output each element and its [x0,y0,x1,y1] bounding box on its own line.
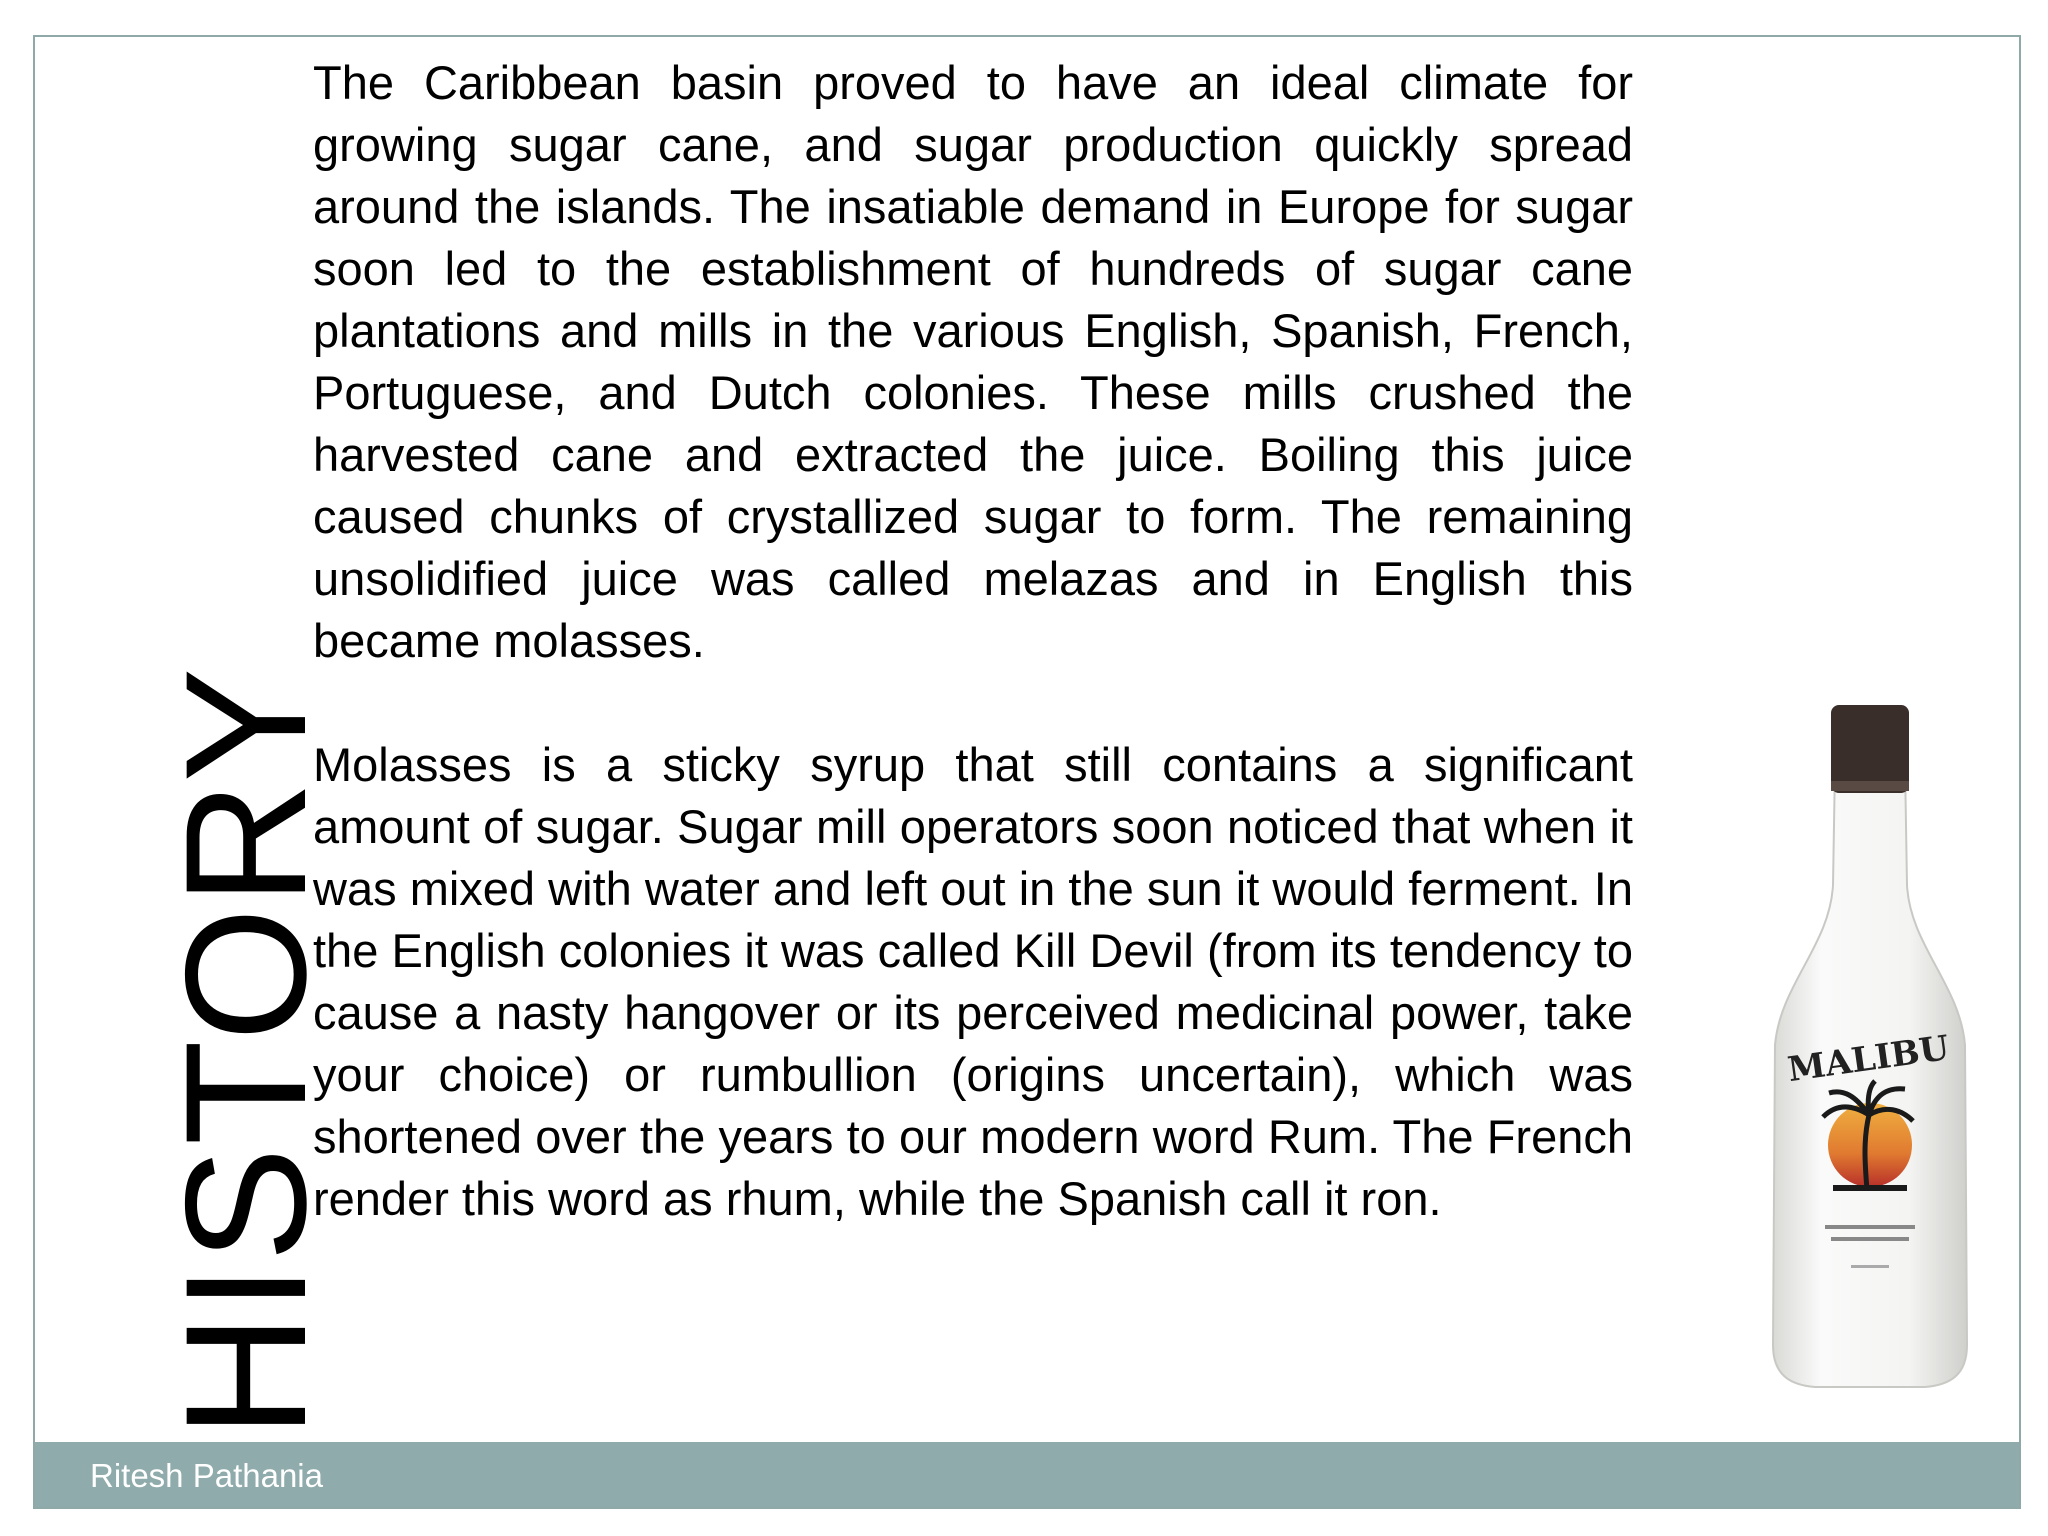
body-text [313,52,1633,1230]
paragraph-1: The Caribbean basin proved to have an ideal climate for growing sugar cane, and sugar production quickly spread around the islands. The insatiable demand in Europe for sugar soon led to the establishment of hundreds of sugar cane plantations and mills in the various English, Spanish, French, Portuguese, and Dutch colonies. These mills crushed the harvested cane and extracted the juice. Boiling this juice caused chunks of crystallized sugar to form. The remaining unsolidified juice was called melazas and in English this became molasses. [313,56,1633,667]
footer-author: Ritesh Pathania [90,1457,323,1494]
slide-title: HISTORY [150,665,342,1438]
bottle-brand-label: MALIBU [1785,1028,1952,1091]
rum-bottle-icon [1755,685,1985,1395]
footer-bar [35,1442,2019,1507]
bottle-cap [1831,705,1909,793]
paragraph-2: Molasses is a sticky syrup that still contains a significant amount of sugar. Sugar mill operators soon noticed that when it was mixed with water and left out in the sun it would ferment. In the English colonies it was called Kill Devil (from its tendency to cause a nasty hangover or its perceived medicinal power, take your choice) or rumbullion (origins uncertain), which was shortened over the years to our modern word Rum. The French render this word as rhum, while the Spanish call it ron. [313,738,1633,1225]
